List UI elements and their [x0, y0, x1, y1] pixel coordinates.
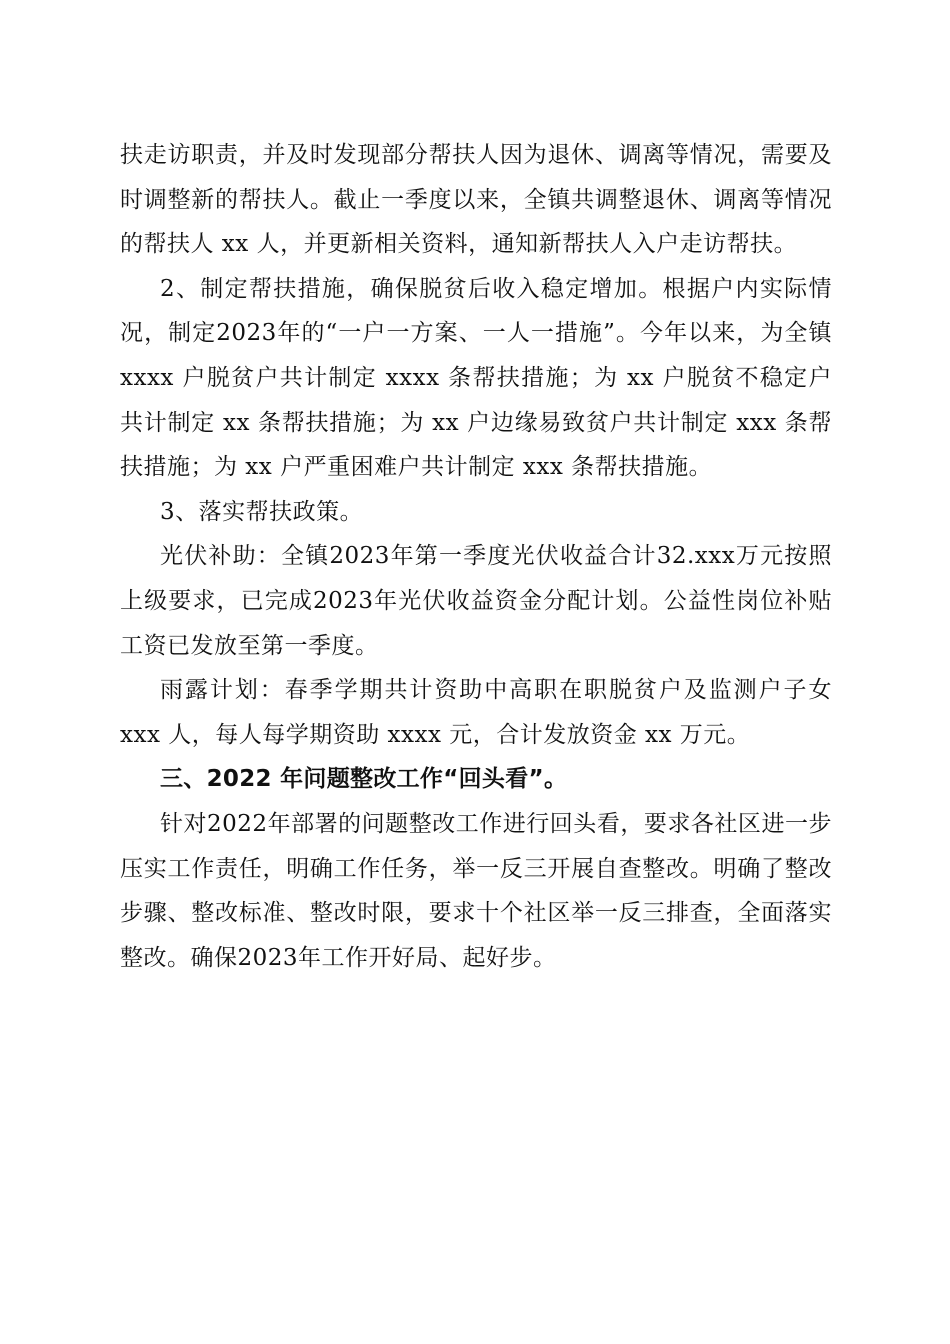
paragraph-rectification-review: 针对2022年部署的问题整改工作进行回头看，要求各社区进一步压实工作责任，明确工作任务，举一反三开展自查整改。明确了整改步骤、整改标准、整改时限，要求十个社区举一反三排查，全面落实整改。确保2023年工作开好局、起好步。 [120, 810, 832, 971]
paragraph-yulu-plan: 雨露计划：春季学期共计资助中高职在职脱贫户及监测户子女 xxx 人，每人每学期资助 xxxx 元，合计发放资金 xx 万元。 [120, 677, 832, 748]
paragraph-continuation: 扶走访职责，并及时发现部分帮扶人因为退休、调离等情况，需要及时调整新的帮扶人。截止一季度以来，全镇共调整退休、调离等情况的帮扶人 xx 人，并更新相关资料，通知新帮扶人入户走访帮扶。 [120, 142, 832, 258]
paragraph-support-policy-heading: 3、落实帮扶政策。 [160, 498, 364, 525]
document-body [120, 133, 832, 980]
paragraph-support-measures: 2、制定帮扶措施，确保脱贫后收入稳定增加。根据户内实际情况，制定2023年的“一户一方案、一人一措施”。今年以来，为全镇 xxxx 户脱贫户共计制定 xxxx 条帮扶措施；为 xx 户脱贫不稳定户共计制定 xx 条帮扶措施；为 xx 户边缘易致贫户共计制定 xxx 条帮扶措施；为 xx 户严重困难户共计制定 xxx 条帮扶措施。 [120, 275, 832, 481]
section-heading-3: 三、2022 年问题整改工作“回头看”。 [160, 766, 568, 793]
paragraph-pv-subsidy: 光伏补助：全镇2023年第一季度光伏收益合计32.xxx万元按照上级要求，已完成2023年光伏收益资金分配计划。公益性岗位补贴工资已发放至第一季度。 [120, 543, 832, 659]
